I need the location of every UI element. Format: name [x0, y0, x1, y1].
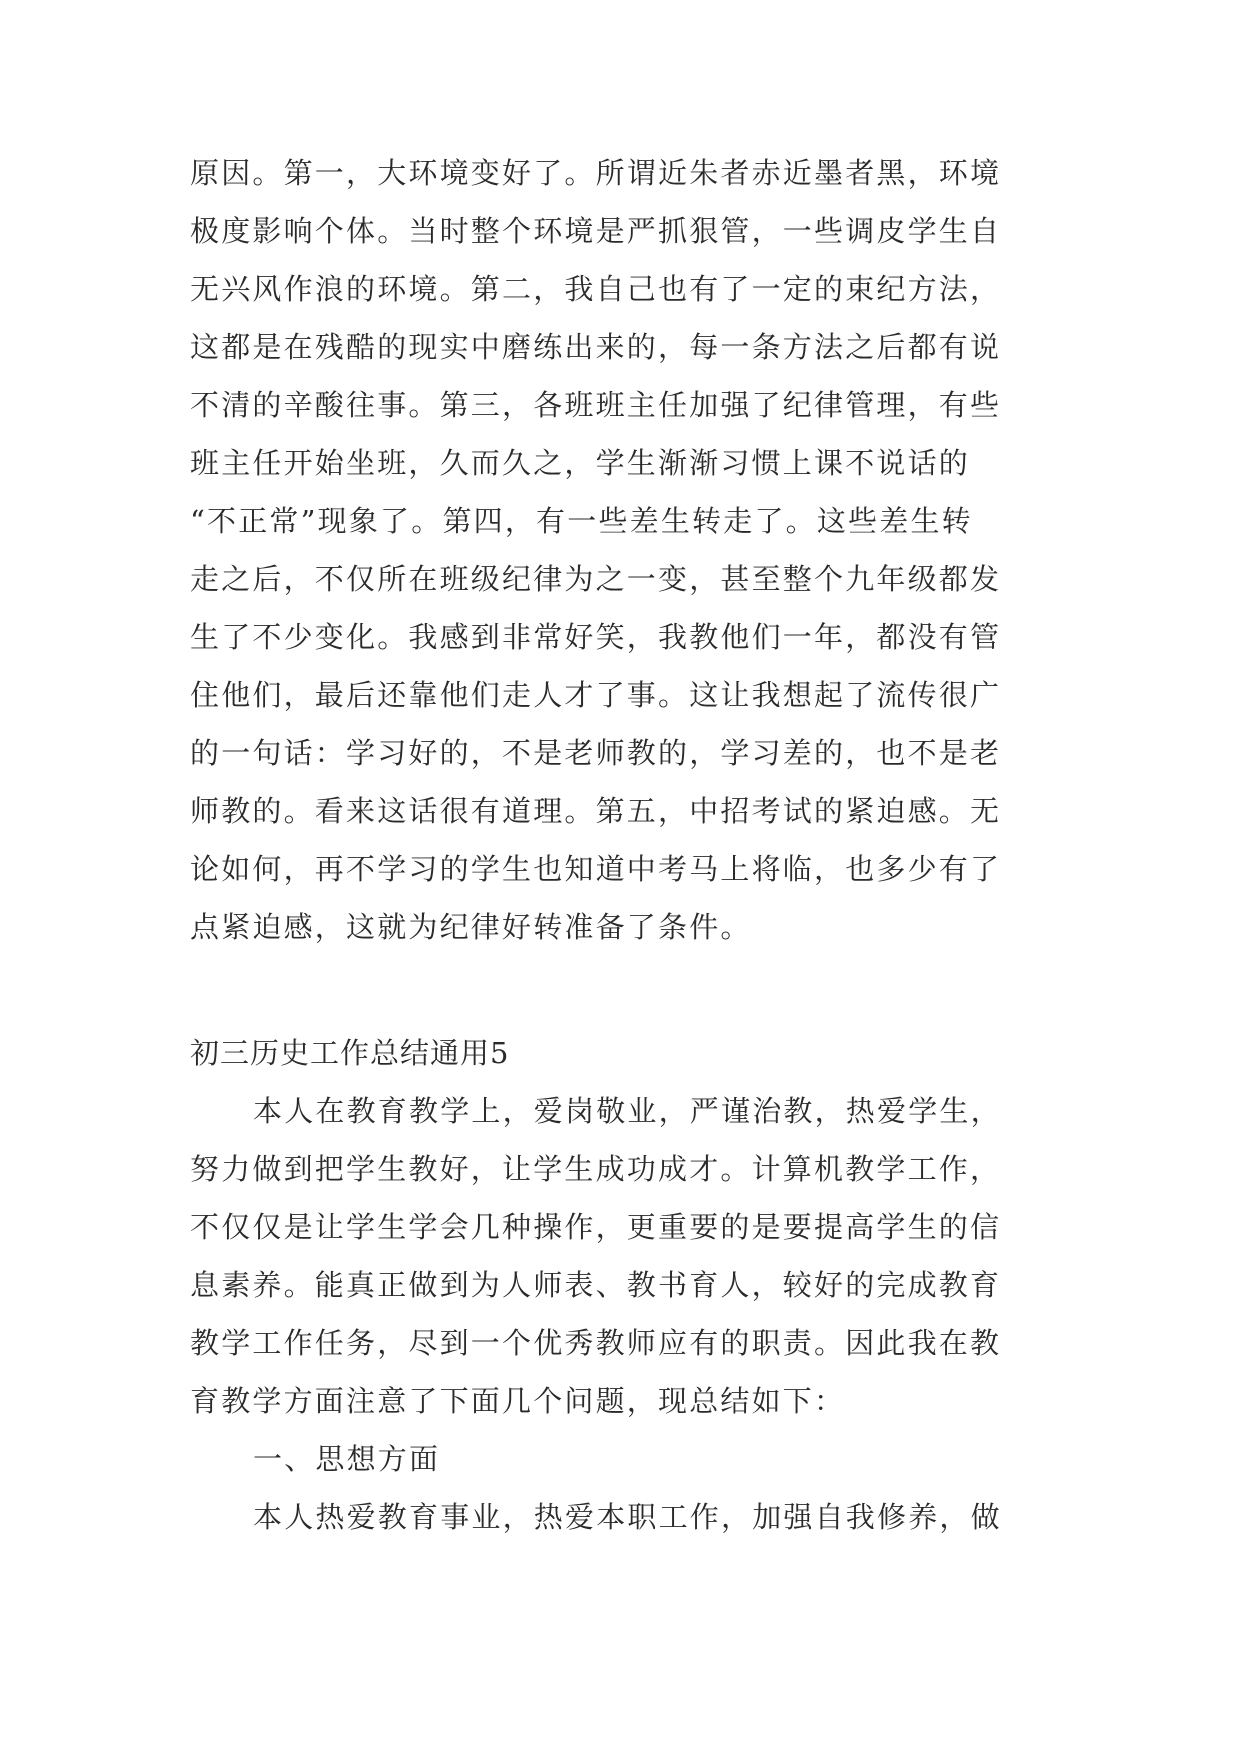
paragraph-line: 走之后，不仅所在班级纪律为之一变，甚至整个九年级都发: [190, 562, 1002, 596]
paragraph-line: 无兴风作浪的环境。第二，我自己也有了一定的束纪方法，: [190, 272, 1002, 306]
paragraph-line: 班主任开始坐班，久而久之，学生渐渐习惯上课不说话的: [190, 446, 971, 480]
paragraph-line: 教学工作任务，尽到一个优秀教师应有的职责。因此我在教: [190, 1326, 1002, 1360]
paragraph-line: 这都是在残酷的现实中磨练出来的，每一条方法之后都有说: [190, 330, 1002, 364]
paragraph-line: “不正常”现象了。第四，有一些差生转走了。这些差生转: [190, 504, 973, 538]
paragraph-line: 不仅仅是让学生学会几种操作，更重要的是要提高学生的信: [190, 1210, 1002, 1244]
paragraph-line: 的一句话：学习好的，不是老师教的，学习差的，也不是老: [190, 736, 1002, 770]
paragraph-line: 息素养。能真正做到为人师表、教书育人，较好的完成教育: [190, 1268, 1002, 1302]
paragraph-line: 不清的辛酸往事。第三，各班班主任加强了纪律管理，有些: [190, 388, 1002, 422]
paragraph-line: 点紧迫感，这就为纪律好转准备了条件。: [190, 910, 752, 944]
paragraph-line: 论如何，再不学习的学生也知道中考马上将临，也多少有了: [190, 852, 1002, 886]
paragraph-line: 本人热爱教育事业，热爱本职工作，加强自我修养，做: [253, 1500, 1002, 1534]
subheading: 一、思想方面: [253, 1442, 441, 1476]
paragraph-line: 生了不少变化。我感到非常好笑，我教他们一年，都没有管: [190, 620, 1002, 654]
paragraph-line: 师教的。看来这话很有道理。第五，中招考试的紧迫感。无: [190, 794, 1002, 828]
paragraph-line: 极度影响个体。当时整个环境是严抓狠管，一些调皮学生自: [190, 214, 1002, 248]
paragraph-line: 本人在教育教学上，爱岗敬业，严谨治教，热爱学生，: [253, 1094, 1002, 1128]
paragraph-line: 原因。第一，大环境变好了。所谓近朱者赤近墨者黑，环境: [190, 156, 1002, 190]
paragraph-line: 住他们，最后还靠他们走人才了事。这让我想起了流传很广: [190, 678, 1002, 712]
section-title: 初三历史工作总结通用5: [190, 1036, 510, 1070]
paragraph-line: 努力做到把学生教好，让学生成功成才。计算机教学工作，: [190, 1152, 1002, 1186]
paragraph-line: 育教学方面注意了下面几个问题，现总结如下：: [190, 1384, 846, 1418]
